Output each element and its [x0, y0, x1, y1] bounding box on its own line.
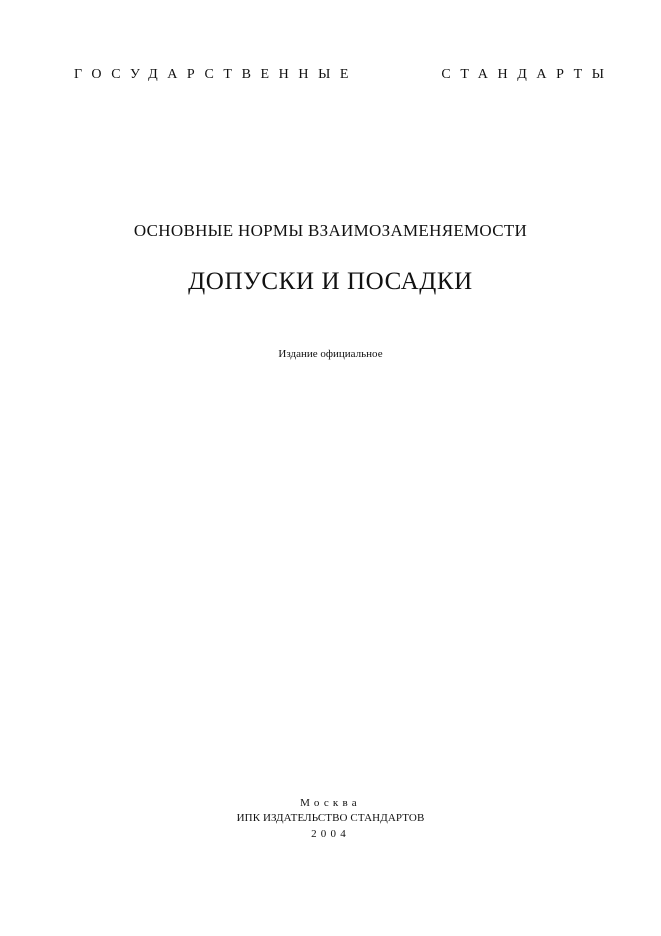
imprint-year: 2004 [311, 828, 350, 840]
series-word-2: СТАНДАРТЫ [441, 67, 614, 82]
document-title: ДОПУСКИ И ПОСАДКИ [188, 268, 473, 295]
section-heading: ОСНОВНЫЕ НОРМЫ ВЗАИМОЗАМЕНЯЕМОСТИ [133, 221, 528, 240]
imprint-city: Москва [300, 797, 361, 809]
series-word-1: ГОСУДАРСТВЕННЫЕ [74, 67, 359, 82]
series-banner [74, 66, 614, 84]
edition-note: Издание официальное [278, 348, 383, 360]
imprint-publisher: ИПК ИЗДАТЕЛЬСТВО СТАНДАРТОВ [236, 812, 425, 824]
